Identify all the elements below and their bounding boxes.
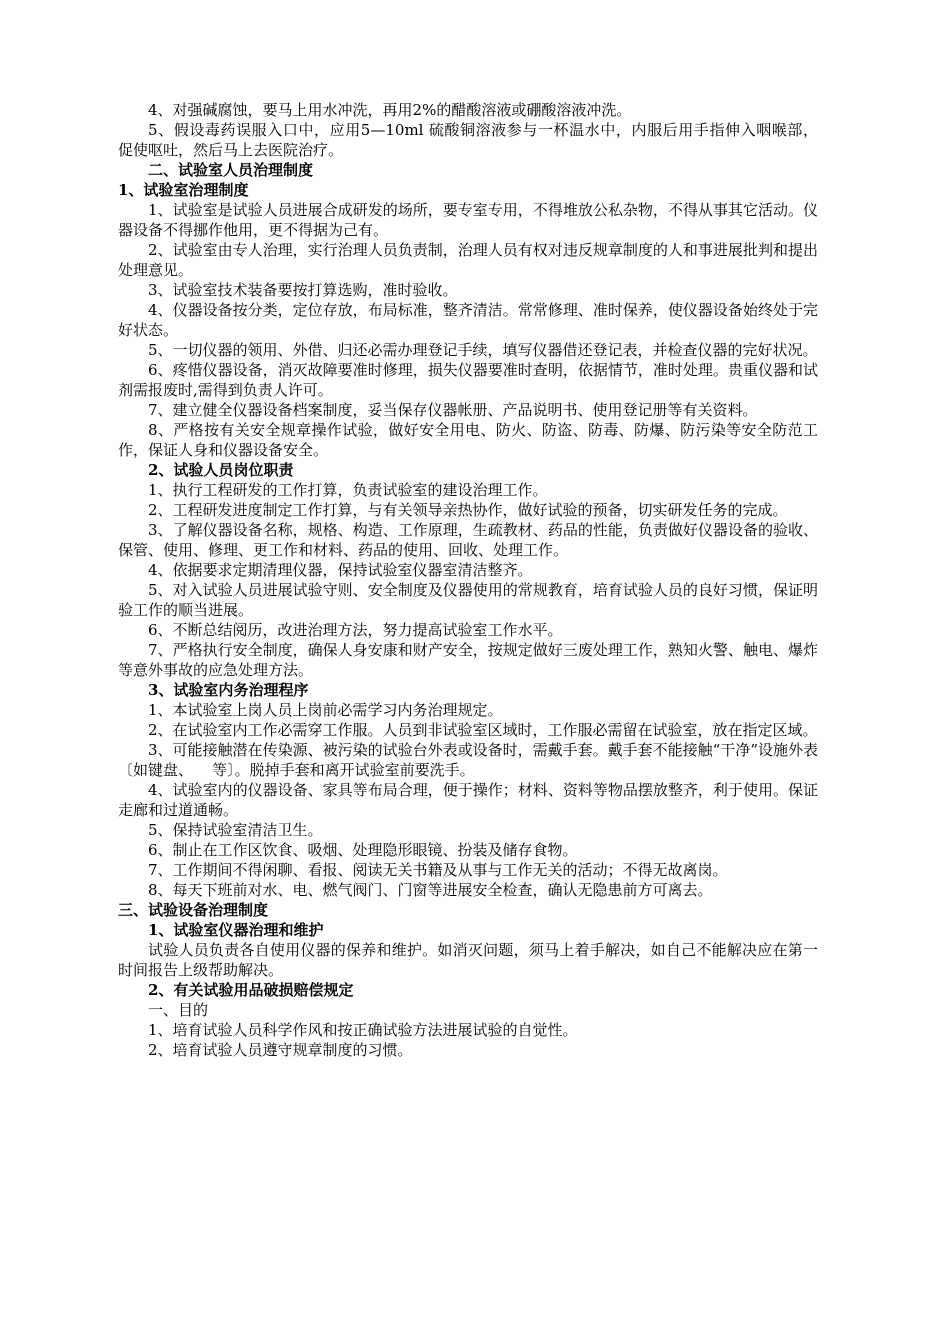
paragraph: 8、每天下班前对水、电、燃气阀门、门窗等进展安全检查，确认无隐患前方可离去。: [148, 881, 713, 899]
paragraph: 3、了解仪器设备名称，规格、构造、工作原理，生疏教材、药品的性能，负责做好仪器设备的验收、保管、使用、修理、更工作和材料、药品的使用、回收、处理工作。: [118, 521, 818, 559]
section-heading: 三、试验设备治理制度: [118, 901, 269, 919]
paragraph: 1、培育试验人员科学作风和按正确试验方法进展试验的自觉性。: [148, 1021, 578, 1039]
paragraph: 7、严格执行安全制度，确保人身安康和财产安全，按规定做好三废处理工作，熟知火警、触电、爆炸等意外事故的应急处理方法。: [118, 641, 818, 679]
paragraph: 3、可能接触潜在传染源、被污染的试验台外表或设备时，需戴手套。戴手套不能接触“干净”设施外表〔如键盘、 等〕。脱掉手套和离开试验室前要洗手。: [118, 741, 818, 779]
paragraph: 4、仪器设备按分类，定位存放，布局标准，整齐清洁。常常修理、准时保养，使仪器设备始终处于完好状态。: [118, 301, 818, 339]
paragraph: 2、试验室由专人治理，实行治理人员负责制，治理人员有权对违反规章制度的人和事进展批判和提出处理意见。: [118, 241, 818, 279]
subsection-heading: 1、试验室仪器治理和维护: [148, 921, 324, 939]
paragraph: 3、试验室技术装备要按打算选购，准时验收。: [148, 281, 458, 299]
paragraph: 6、疼惜仪器设备，消灭故障要准时修理，损失仪器要准时查明，依据情节，准时处理。贵重仪器和试剂需报废时,需得到负责人许可。: [118, 361, 818, 399]
paragraph: 2、工程研发进度制定工作打算，与有关领导亲热协作，做好试验的预备，切实研发任务的完成。: [148, 501, 788, 519]
paragraph: 7、建立健全仪器设备档案制度，妥当保存仪器帐册、产品说明书、使用登记册等有关资料。: [148, 401, 758, 419]
paragraph: 7、工作期间不得闲聊、看报、阅读无关书籍及从事与工作无关的活动；不得无故离岗。: [148, 861, 728, 879]
paragraph: 5、假设毒药误服入口中，应用5—10ml 硫酸铜溶液参与一杯温水中，内服后用手指伸入咽喉部， 促使呕吐，然后马上去医院治疗。: [118, 121, 828, 159]
paragraph: 5、保持试验室清洁卫生。: [148, 821, 323, 839]
paragraph: 6、制止在工作区饮食、吸烟、处理隐形眼镜、扮装及储存食物。: [148, 841, 578, 859]
paragraph: 1、本试验室上岗人员上岗前必需学习内务治理规定。: [148, 701, 503, 719]
paragraph: 4、对强碱腐蚀，要马上用水冲洗，再用2%的醋酸溶液或硼酸溶液冲洗。: [148, 101, 632, 119]
paragraph: 2、培育试验人员遵守规章制度的习惯。: [148, 1041, 413, 1059]
subsection-heading: 2、试验人员岗位职责: [148, 461, 294, 479]
paragraph: 1、执行工程研发的工作打算，负责试验室的建设治理工作。: [148, 481, 548, 499]
paragraph: 5、对入试验人员进展试验守则、安全制度及仪器使用的常规教育，培育试验人员的良好习惯，保证明验工作的顺当进展。: [118, 581, 818, 619]
paragraph: 一、目的: [148, 1001, 209, 1019]
paragraph: 试验人员负责各自使用仪器的保养和维护。如消灭问题，须马上着手解决，如自己不能解决应在第一时间报告上级帮助解决。: [118, 941, 818, 979]
paragraph: 8、严格按有关安全规章操作试验，做好安全用电、防火、防盗、防毒、防爆、防污染等安全防范工作，保证人身和仪器设备安全。: [118, 421, 818, 459]
paragraph: 4、试验室内的仪器设备、家具等布局合理，便于操作；材料、资料等物品摆放整齐，利于使用。保证走廊和过道通畅。: [118, 781, 818, 819]
subsection-heading: 2、有关试验用品破损赔偿规定: [148, 981, 354, 999]
paragraph: 4、依据要求定期清理仪器，保持试验室仪器室清洁整齐。: [148, 561, 533, 579]
document-page: [118, 100, 828, 1060]
subsection-heading: 1、试验室治理制度: [118, 181, 249, 199]
subsection-heading: 3、试验室内务治理程序: [148, 681, 309, 699]
paragraph: 2、在试验室内工作必需穿工作服。人员到非试验室区域时，工作服必需留在试验室，放在指定区域。: [148, 721, 818, 739]
section-heading: 二、试验室人员治理制度: [148, 161, 314, 179]
paragraph: 5、一切仪器的领用、外借、归还必需办理登记手续，填写仪器借还登记表，并检查仪器的完好状况。: [148, 341, 818, 359]
paragraph: 1、试验室是试验人员进展合成研发的场所，要专室专用，不得堆放公私杂物，不得从事其它活动。仪器设备不得挪作他用，更不得据为己有。: [118, 201, 818, 239]
paragraph: 6、不断总结阅历，改进治理方法，努力提高试验室工作水平。: [148, 621, 563, 639]
